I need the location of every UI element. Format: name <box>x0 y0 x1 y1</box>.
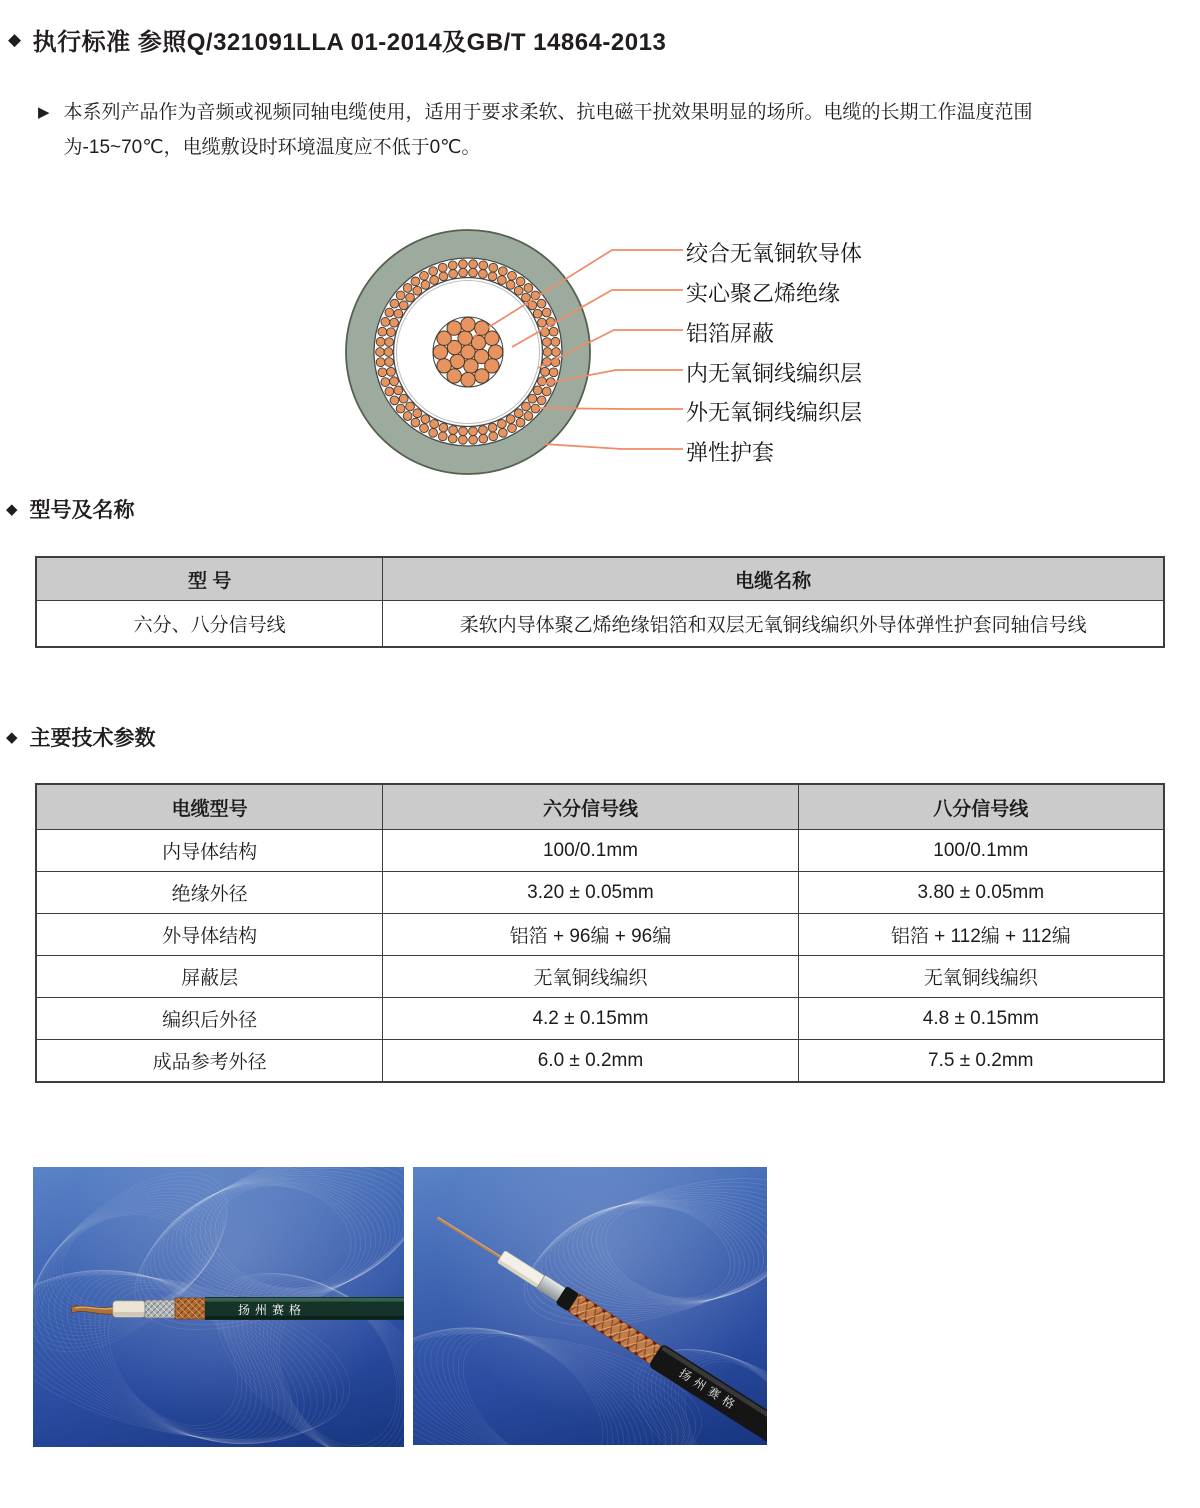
model-section-heading-text: 型号及名称 <box>29 499 135 522</box>
param-name-cell: 编织后外径 <box>36 998 383 1040</box>
param-value-cell: 无氧铜线编织 <box>383 956 798 998</box>
exec-standard-heading-text: 执行标准 参照Q/321091LLA 01-2014及GB/T 14864-2013 <box>32 29 667 56</box>
diamond-icon: ◆ <box>8 30 22 49</box>
param-value-cell: 3.80 ± 0.05mm <box>798 872 1164 914</box>
black-cable-photo-svg <box>413 1167 767 1445</box>
param-value-cell: 3.20 ± 0.05mm <box>383 872 798 914</box>
table-row <box>36 998 1164 1040</box>
table-header-row <box>36 557 1164 601</box>
copper-center-wire <box>437 1218 503 1259</box>
tech-params-table <box>35 783 1165 1083</box>
column-header: 电缆名称 <box>383 557 1164 601</box>
table-header-row <box>36 784 1164 830</box>
table-row <box>36 601 1164 648</box>
diagram-label: 内无氧铜线编织层 <box>686 362 863 387</box>
copper-braid-segment <box>175 1298 205 1319</box>
column-header: 电缆型号 <box>36 784 383 830</box>
column-header: 型 号 <box>36 557 383 601</box>
diagram-label: 外无氧铜线编织层 <box>686 401 863 426</box>
param-value-cell: 铝箔 + 96编 + 96编 <box>383 914 798 956</box>
param-value-cell: 7.5 ± 0.2mm <box>798 1040 1164 1083</box>
table-row <box>36 1040 1164 1083</box>
column-header: 六分信号线 <box>383 784 798 830</box>
table-row <box>36 872 1164 914</box>
model-cell: 六分、八分信号线 <box>36 601 383 648</box>
triangle-bullet-icon: ▶ <box>38 104 50 121</box>
param-value-cell: 无氧铜线编织 <box>798 956 1164 998</box>
param-value-cell: 6.0 ± 0.2mm <box>383 1040 798 1083</box>
diagram-label: 实心聚乙烯绝缘 <box>686 282 841 307</box>
green-cable-photo-svg <box>33 1167 404 1447</box>
intro-paragraph <box>38 95 1143 165</box>
table-row <box>36 830 1164 872</box>
params-section-heading <box>6 722 156 752</box>
param-name-cell: 绝缘外径 <box>36 872 383 914</box>
cable-name-cell: 柔软内导体聚乙烯绝缘铝箔和双层无氧铜线编织外导体弹性护套同轴信号线 <box>383 601 1164 648</box>
cable-cross-section-diagram <box>0 212 1200 504</box>
params-section-heading-text: 主要技术参数 <box>29 727 156 750</box>
table-row <box>36 914 1164 956</box>
param-value-cell: 4.2 ± 0.15mm <box>383 998 798 1040</box>
diamond-icon: ◆ <box>6 500 18 518</box>
brand-label: 扬州赛格 <box>676 1365 742 1415</box>
product-photo-black-cable <box>413 1167 767 1445</box>
diagram-label: 弹性护套 <box>686 441 775 466</box>
cross-section-svg <box>0 212 1200 504</box>
param-value-cell: 100/0.1mm <box>383 830 798 872</box>
param-name-cell: 屏蔽层 <box>36 956 383 998</box>
green-cable <box>71 1297 404 1320</box>
product-photo-green-cable <box>33 1167 404 1447</box>
param-name-cell: 外导体结构 <box>36 914 383 956</box>
param-value-cell: 4.8 ± 0.15mm <box>798 998 1164 1040</box>
exec-standard-heading <box>8 22 666 57</box>
diagram-label: 铝箔屏蔽 <box>686 322 775 347</box>
foil-braid-segment <box>145 1300 175 1318</box>
leader-line <box>538 408 683 409</box>
intro-text: 本系列产品作为音频或视频同轴电缆使用，适用于要求柔软、抗电磁干扰效果明显的场所。电缆的长期工作温度范围为-15~70℃，电缆敷设时环境温度应不低于0℃。 <box>63 102 1033 158</box>
param-value-cell: 100/0.1mm <box>798 830 1164 872</box>
sheath-highlight <box>205 1298 404 1302</box>
param-name-cell: 成品参考外径 <box>36 1040 383 1083</box>
diagram-label: 绞合无氧铜软导体 <box>686 242 863 267</box>
model-section-heading <box>6 494 135 524</box>
table-row <box>36 956 1164 998</box>
insulation-shade <box>113 1312 145 1316</box>
column-header: 八分信号线 <box>798 784 1164 830</box>
param-value-cell: 铝箔 + 112编 + 112编 <box>798 914 1164 956</box>
leader-line <box>543 444 683 449</box>
param-name-cell: 内导体结构 <box>36 830 383 872</box>
diamond-icon: ◆ <box>6 728 18 746</box>
wire-highlight <box>438 1217 502 1257</box>
brand-label: 扬州赛格 <box>238 1303 307 1317</box>
model-name-table <box>35 556 1165 648</box>
